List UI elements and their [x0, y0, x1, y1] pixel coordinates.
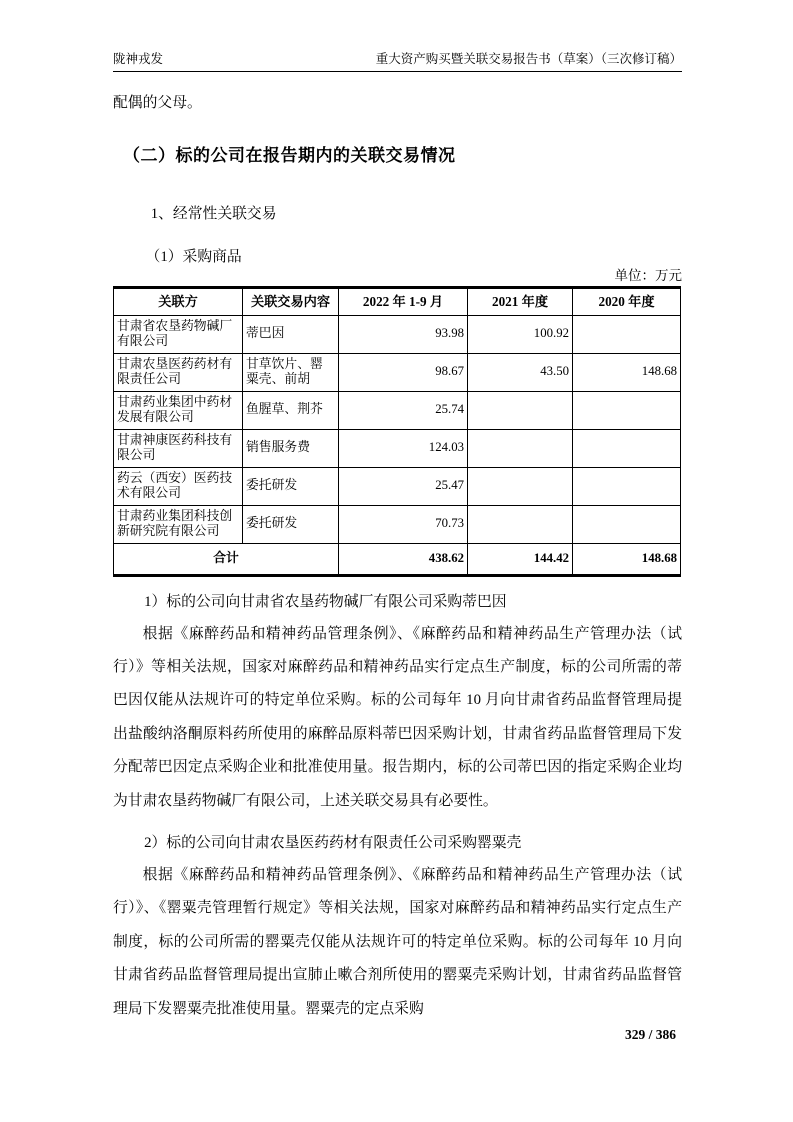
party-cell: 甘肃农垦医药药材有限责任公司 [114, 353, 243, 391]
table-row [114, 315, 681, 353]
total-2021-cell: 144.42 [468, 543, 573, 575]
col-header-content: 关联交易内容 [243, 288, 339, 316]
value-2022-cell: 70.73 [339, 505, 468, 543]
value-2021-cell [468, 505, 573, 543]
subsection-heading-recurring: 1、经常性关联交易 [150, 206, 277, 222]
related-party-transactions-table [113, 286, 681, 577]
col-header-party: 关联方 [114, 288, 243, 316]
party-cell: 甘肃药业集团科技创新研究院有限公司 [114, 505, 243, 543]
party-cell: 甘肃神康医药科技有限公司 [114, 429, 243, 467]
value-2022-cell: 93.98 [339, 315, 468, 353]
party-cell: 甘肃药业集团中药材发展有限公司 [114, 391, 243, 429]
page-number: 329 / 386 [624, 1027, 676, 1042]
carryover-paragraph: 配偶的父母。 [113, 95, 202, 111]
party-cell: 药云（西安）医药技术有限公司 [114, 467, 243, 505]
table-row [114, 505, 681, 543]
content-cell: 蒂巴因 [243, 315, 339, 353]
value-2021-cell: 100.92 [468, 315, 573, 353]
item-2-heading: 2）标的公司向甘肃农垦医药药材有限责任公司采购罂粟壳 [144, 834, 522, 851]
col-header-2022: 2022 年 1-9 月 [339, 288, 468, 316]
value-2020-cell [573, 315, 681, 353]
section-heading: （二）标的公司在报告期内的关联交易情况 [123, 146, 456, 165]
page-content [113, 72, 682, 1026]
value-2021-cell [468, 391, 573, 429]
value-2022-cell: 124.03 [339, 429, 468, 467]
total-2022-cell: 438.62 [339, 543, 468, 575]
total-2020-cell: 148.68 [573, 543, 681, 575]
subsection-heading-purchase: （1）采购商品 [145, 249, 242, 265]
table-row [114, 429, 681, 467]
value-2020-cell [573, 391, 681, 429]
header-right-text: 重大资产购买暨关联交易报告书（草案）（三次修订稿） [375, 52, 682, 66]
content-cell: 鱼腥草、荆芥 [243, 391, 339, 429]
value-2020-cell: 148.68 [573, 353, 681, 391]
table-total-row [114, 543, 681, 575]
table-header-row [114, 288, 681, 316]
value-2021-cell [468, 429, 573, 467]
value-2021-cell: 43.50 [468, 353, 573, 391]
item-1-heading: 1）标的公司向甘肃省农垦药物碱厂有限公司采购蒂巴因 [144, 593, 507, 610]
item-1-paragraph: 根据《麻醉药品和精神药品管理条例》、《麻醉药品和精神药品生产管理办法（试行）》等相关法规，国家对麻醉药品和精神药品实行定点生产制度，标的公司所需的蒂巴因仅能从法规许可的特定单位采购。标的公司每年 10 月向甘肃省药品监督管理局提出盐酸纳洛酮原料药所使用的麻醉品原料蒂巴因采购计划，甘肃省药品监督管理局下发分配蒂巴因定点采购企业和批准使用量。报告期内，标的公司蒂巴因的指定采购企业均为甘肃农垦药物碱厂有限公司，上述关联交易具有必要性。 [113, 625, 682, 809]
total-label-cell: 合计 [114, 543, 339, 575]
page-footer [625, 1026, 676, 1044]
table-row [114, 391, 681, 429]
table-row [114, 467, 681, 505]
col-header-2021: 2021 年度 [468, 288, 573, 316]
value-2020-cell [573, 429, 681, 467]
table-unit-label: 单位：万元 [614, 268, 682, 283]
col-header-2020: 2020 年度 [573, 288, 681, 316]
table-row [114, 353, 681, 391]
value-2022-cell: 25.74 [339, 391, 468, 429]
item-2-paragraph: 根据《麻醉药品和精神药品管理条例》、《麻醉药品和精神药品生产管理办法（试行）》、《罂粟壳管理暂行规定》等相关法规，国家对麻醉药品和精神药品实行定点生产制度，标的公司所需的罂粟壳仅能从法规许可的特定单位采购。标的公司每年 10 月向甘肃省药品监督管理局提出宣肺止嗽合剂所使用的罂粟壳采购计划，甘肃省药品监督管理局下发罂粟壳批准使用量。罂粟壳的定点采购 [113, 866, 682, 1017]
value-2022-cell: 25.47 [339, 467, 468, 505]
value-2022-cell: 98.67 [339, 353, 468, 391]
value-2020-cell [573, 467, 681, 505]
content-cell: 委托研发 [243, 505, 339, 543]
value-2021-cell [468, 467, 573, 505]
party-cell: 甘肃省农垦药物碱厂有限公司 [114, 315, 243, 353]
content-cell: 销售服务费 [243, 429, 339, 467]
value-2020-cell [573, 505, 681, 543]
content-cell: 委托研发 [243, 467, 339, 505]
content-cell: 甘草饮片、罂粟壳、前胡 [243, 353, 339, 391]
running-header [113, 51, 682, 72]
header-left-text: 陇神戎发 [113, 52, 164, 66]
